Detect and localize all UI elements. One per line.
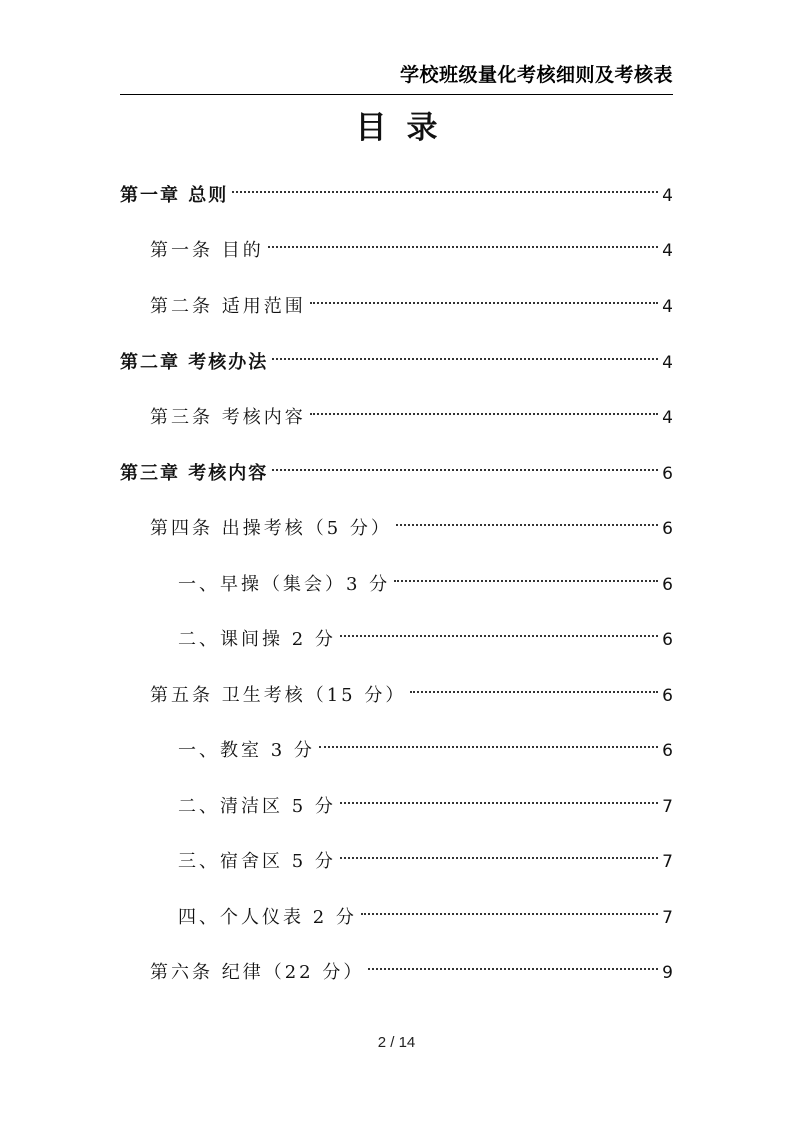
page-indicator: 2 / 14 [377, 1034, 416, 1051]
toc-entry-page: 6 [662, 686, 673, 706]
toc-entry-label: 第二章 考核办法 [120, 352, 269, 373]
document-header-title: 学校班级量化考核细则及考核表 [399, 64, 673, 86]
toc-entry-page: 6 [662, 741, 673, 761]
dot-leader [232, 171, 660, 201]
toc-entry-label: 第三章 考核内容 [120, 463, 269, 484]
dot-leader [340, 837, 660, 867]
toc-entry-label: 三、宿舍区 5 分 [178, 851, 336, 872]
toc-entry-label: 第二条 适用范围 [150, 296, 306, 317]
toc-entry-article-6[interactable] [150, 948, 673, 983]
toc-entry-label: 二、清洁区 5 分 [178, 796, 336, 817]
dot-leader [410, 671, 660, 701]
toc-entry-label: 第一条 目的 [150, 240, 264, 261]
toc-entry-page: 9 [662, 963, 673, 983]
toc-entry-page: 7 [662, 797, 673, 817]
toc-entry-page: 6 [662, 464, 673, 484]
dot-leader [272, 338, 660, 368]
toc-entry-item[interactable] [178, 837, 673, 872]
toc-entry-page: 4 [662, 353, 673, 373]
toc-entry-label: 第三条 考核内容 [150, 407, 306, 428]
toc-entry-chapter-1[interactable] [120, 171, 673, 206]
dot-leader [361, 893, 660, 923]
toc-entry-article-1[interactable] [150, 226, 673, 261]
toc-entry-item[interactable] [178, 615, 673, 650]
toc-entry-page: 6 [662, 575, 673, 595]
toc-entry-page: 7 [662, 852, 673, 872]
toc-entry-chapter-3[interactable] [120, 449, 673, 484]
toc-entry-chapter-2[interactable] [120, 338, 673, 373]
toc-entry-label: 一、早操（集会）3 分 [178, 574, 391, 595]
toc-entry-item[interactable] [178, 893, 673, 928]
toc-entry-item[interactable] [178, 782, 673, 817]
toc-entry-page: 4 [662, 297, 673, 317]
toc-entry-label: 第六条 纪律（22 分） [150, 962, 365, 983]
toc-entry-label: 第五条 卫生考核（15 分） [150, 685, 407, 706]
toc-entry-page: 4 [662, 408, 673, 428]
dot-leader [340, 615, 660, 645]
toc-entry-label: 第一章 总则 [120, 185, 229, 206]
toc-entry-article-3[interactable] [150, 393, 673, 428]
toc-entry-page: 6 [662, 630, 673, 650]
toc-entry-article-2[interactable] [150, 282, 673, 317]
dot-leader [394, 560, 660, 590]
toc-entry-item[interactable] [178, 560, 673, 595]
dot-leader [368, 948, 660, 978]
toc-entry-article-5[interactable] [150, 671, 673, 706]
toc-entry-label: 四、个人仪表 2 分 [178, 907, 357, 928]
toc-entry-article-4[interactable] [150, 504, 673, 539]
toc-entry-page: 4 [662, 241, 673, 261]
dot-leader [310, 282, 660, 312]
dot-leader [310, 393, 660, 423]
dot-leader [319, 726, 660, 756]
toc-entry-page: 6 [662, 519, 673, 539]
toc-entry-label: 第四条 出操考核（5 分） [150, 518, 392, 539]
toc-entry-item[interactable] [178, 726, 673, 761]
toc-entry-label: 一、教室 3 分 [178, 740, 315, 761]
toc-entry-page: 7 [662, 908, 673, 928]
dot-leader [272, 449, 660, 479]
dot-leader [396, 504, 660, 534]
toc-heading: 目录 [355, 110, 458, 146]
dot-leader [268, 226, 660, 256]
toc-entry-page: 4 [662, 186, 673, 206]
dot-leader [340, 782, 660, 812]
toc-entry-label: 二、课间操 2 分 [178, 629, 336, 650]
